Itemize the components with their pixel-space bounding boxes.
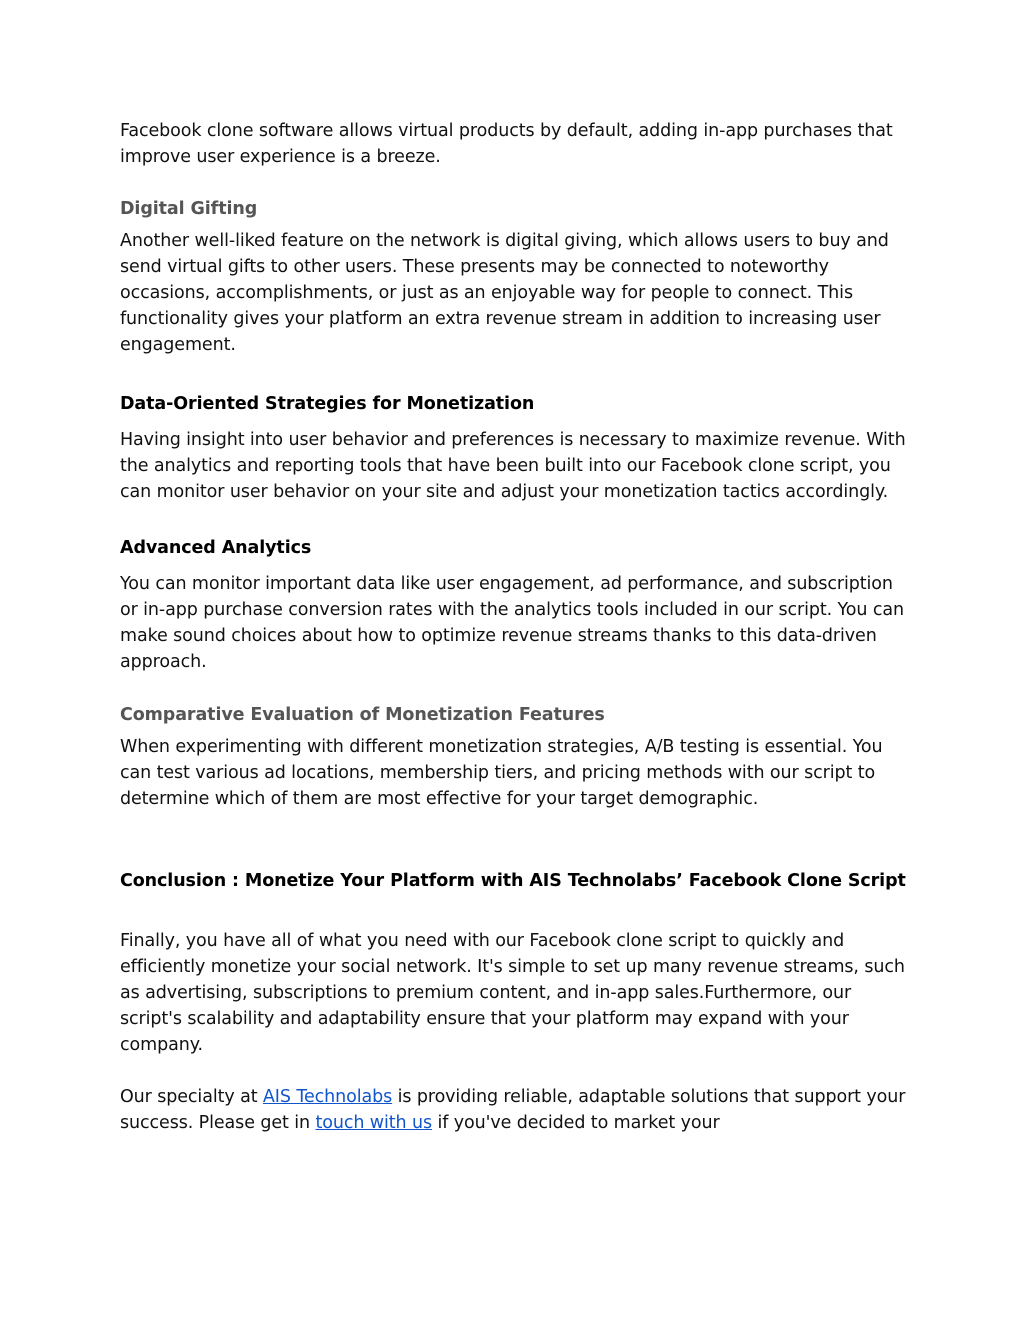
closing-text-3: if you've decided to market your xyxy=(432,1113,720,1133)
conclusion-heading: Conclusion : Monetize Your Platform with AIS Technolabs’ Facebook Clone Script xyxy=(120,871,906,891)
closing-text-1: Our specialty at xyxy=(120,1087,263,1107)
digital-gifting-paragraph: Another well-liked feature on the network is digital giving, which allows users to buy and send virtual gifts to other users. These presents may be connected to noteworthy occasions, accomplishments, or just as an enjoyable way for people to connect. This functionality gives your platform an extra revenue stream in addition to increasing user engagement. xyxy=(120,231,889,355)
advanced-analytics-paragraph: You can monitor important data like user engagement, ad performance, and subscription or in-app purchase conversion rates with the analytics tools included in our script. You can make sound choices about how to optimize revenue streams thanks to this data-driven approach. xyxy=(120,574,905,672)
comparative-paragraph: When experimenting with different monetization strategies, A/B testing is essential. You can test various ad locations, membership tiers, and pricing methods with our script to determine which of them are most effective for your target demographic. xyxy=(120,737,883,809)
data-oriented-heading: Data-Oriented Strategies for Monetization xyxy=(120,394,535,414)
digital-gifting-heading: Digital Gifting xyxy=(120,199,258,219)
document-page xyxy=(120,118,910,1136)
intro-paragraph: Facebook clone software allows virtual products by default, adding in-app purchases that improve user experience is a breeze. xyxy=(120,121,893,167)
comparative-heading: Comparative Evaluation of Monetization Features xyxy=(120,705,605,725)
closing-text-2: is providing reliable, adaptable solutions that support your success. Please get in xyxy=(120,1087,906,1133)
touch-with-us-link[interactable]: touch with us xyxy=(315,1113,432,1133)
data-oriented-paragraph: Having insight into user behavior and preferences is necessary to maximize revenue. With the analytics and reporting tools that have been built into our Facebook clone script, you can monitor user behavior on your site and adjust your monetization tactics accordingly. xyxy=(120,430,906,502)
conclusion-paragraph: Finally, you have all of what you need with our Facebook clone script to quickly and efficiently monetize your social network. It's simple to set up many revenue streams, such as advertising, subscriptions to premium content, and in-app sales.Furthermore, our script's scalability and adaptability ensure that your platform may expand with your company. xyxy=(120,931,905,1055)
ais-technolabs-link[interactable]: AIS Technolabs xyxy=(262,1087,393,1107)
advanced-analytics-heading: Advanced Analytics xyxy=(120,538,312,558)
closing-paragraph xyxy=(120,1084,910,1136)
